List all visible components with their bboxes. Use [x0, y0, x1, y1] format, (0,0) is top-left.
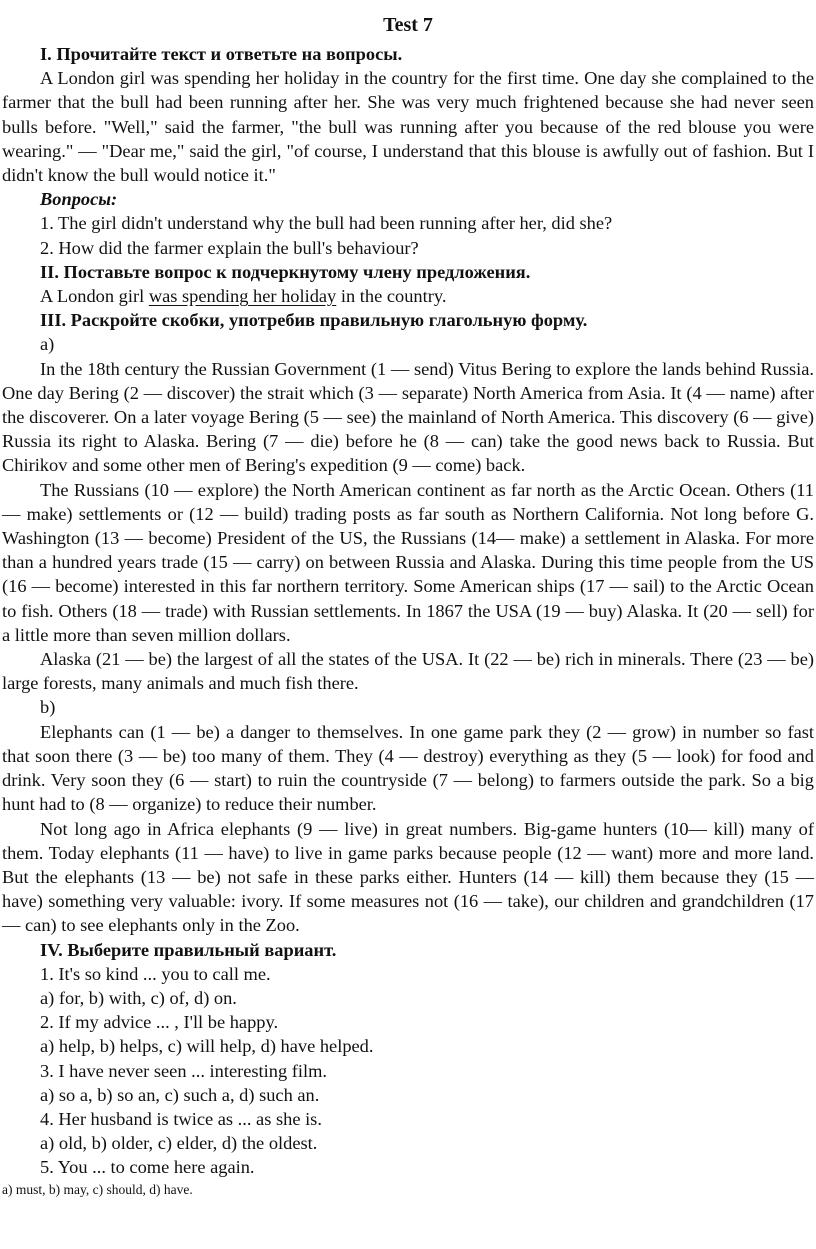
part4-line: 1. It's so kind ... you to call me.: [40, 963, 271, 984]
part4-line: a) so a, b) so an, c) such a, d) such an.: [40, 1084, 320, 1105]
part3-a-paragraph: The Russians (10 — explore) the North American continent as far north as the Arctic Ocean. Others (11 — make) settlements or (12 — build) trading posts as far south as Northern California. Not long before G. Washington (13 — become) President of the US, the Russians (14— make) a settlement in Alaska. For more than a hundred years trade (15 — carry) on between Russia and Alaska. During this time people from the US (16 — become) interested in this far northern territory. Some American ships (17 — sail) to the Arctic Ocean to fish. Others (18 — trade) with Russian settlements. In 1867 the USA (19 — buy) Alaska. It (20 — sell) for a little more than seven million dollars.: [2, 479, 814, 645]
part3-label-a: a): [40, 334, 55, 355]
questions-heading: Вопросы:: [40, 189, 118, 210]
part4-last-line: a) must, b) may, c) should, d) have.: [2, 1181, 193, 1197]
part2-sentence: [2, 284, 814, 308]
part4-line: 2. If my advice ... , I'll be happy.: [40, 1012, 279, 1033]
part3-a-paragraph: Alaska (21 — be) the largest of all the states of the USA. It (22 — be) rich in minerals. There (23 — be) large forests, many animals and much fish there.: [2, 649, 814, 694]
part3-b-paragraph: Elephants can (1 — be) a danger to themselves. In one game park they (2 — grow) in number so fast that soon there (3 — be) too many of them. They (4 — destroy) everything as they (5 — look) for food and drink. Very soon they (6 — start) to ruin the countryside (7 — belong) to farmers outside the park. So a big hunt had to (8 — organize) to reduce their number.: [2, 721, 814, 815]
part1-text: A London girl was spending her holiday in the country for the first time. One day she complained to the farmer that the bull had been running after her. She was very much frightened because she had never seen bulls before. "Well," said the farmer, "the bull was running after you because of the red blouse you were wearing." — "Dear me," said the girl, "of course, I understand that this blouse is awfully out of fashion. But I didn't know the bull would notice it.": [2, 68, 814, 186]
question-2: 2. How did the farmer explain the bull's behaviour?: [40, 237, 419, 258]
part4-heading: IV. Выберите правильный вариант.: [40, 939, 337, 960]
sentence-start: A London girl: [40, 286, 149, 307]
part4-line: 5. You ... to come here again.: [40, 1157, 255, 1178]
part4-line: 3. I have never seen ... interesting film.: [40, 1060, 328, 1081]
part3-a-paragraph: In the 18th century the Russian Government (1 — send) Vitus Bering to explore the lands behind Russia. One day Bering (2 — discover) the strait which (3 — separate) North America from Asia. It (4 — name) after the discoverer. On a later voyage Bering (5 — see) the mainland of North America. This discovery (6 — give) Russia its right to Alaska. Bering (7 — die) before he (8 — can) take the good news back to Russia. But Chirikov and some other men of Bering's expedition (9 — come) back.: [2, 358, 814, 476]
page-title: Test 7: [383, 14, 433, 36]
sentence-end: in the country.: [336, 286, 447, 307]
part2-heading: II. Поставьте вопрос к подчеркнутому члену предложения.: [40, 261, 531, 282]
part4-line: a) for, b) with, c) of, d) on.: [40, 987, 237, 1008]
part4-line: a) old, b) older, c) elder, d) the oldest.: [40, 1133, 318, 1154]
question-1: 1. The girl didn't understand why the bull had been running after her, did she?: [40, 213, 613, 234]
part4-line: a) help, b) helps, c) will help, d) have helped.: [40, 1036, 374, 1057]
part4-line: 4. Her husband is twice as ... as she is.: [40, 1108, 322, 1129]
part3-label-b: b): [40, 697, 56, 718]
part1-heading: I. Прочитайте текст и ответьте на вопросы.: [40, 44, 403, 64]
part3-b-paragraph: Not long ago in Africa elephants (9 — live) in great numbers. Big-game hunters (10— kill) many of them. Today elephants (11 — have) to live in game parks because people (12 — want) more and more land. But the elephants (13 — be) not safe in these parks either. Hunters (14 — kill) them because they (15 — have) something very valuable: ivory. If some measures not (16 — take), our children and grandchildren (17 — can) to see elephants only in the Zoo.: [2, 818, 814, 936]
underlined-member: was spending her holiday: [148, 286, 337, 307]
part3-heading: III. Раскройте скобки, употребив правильную глагольную форму.: [40, 310, 588, 331]
